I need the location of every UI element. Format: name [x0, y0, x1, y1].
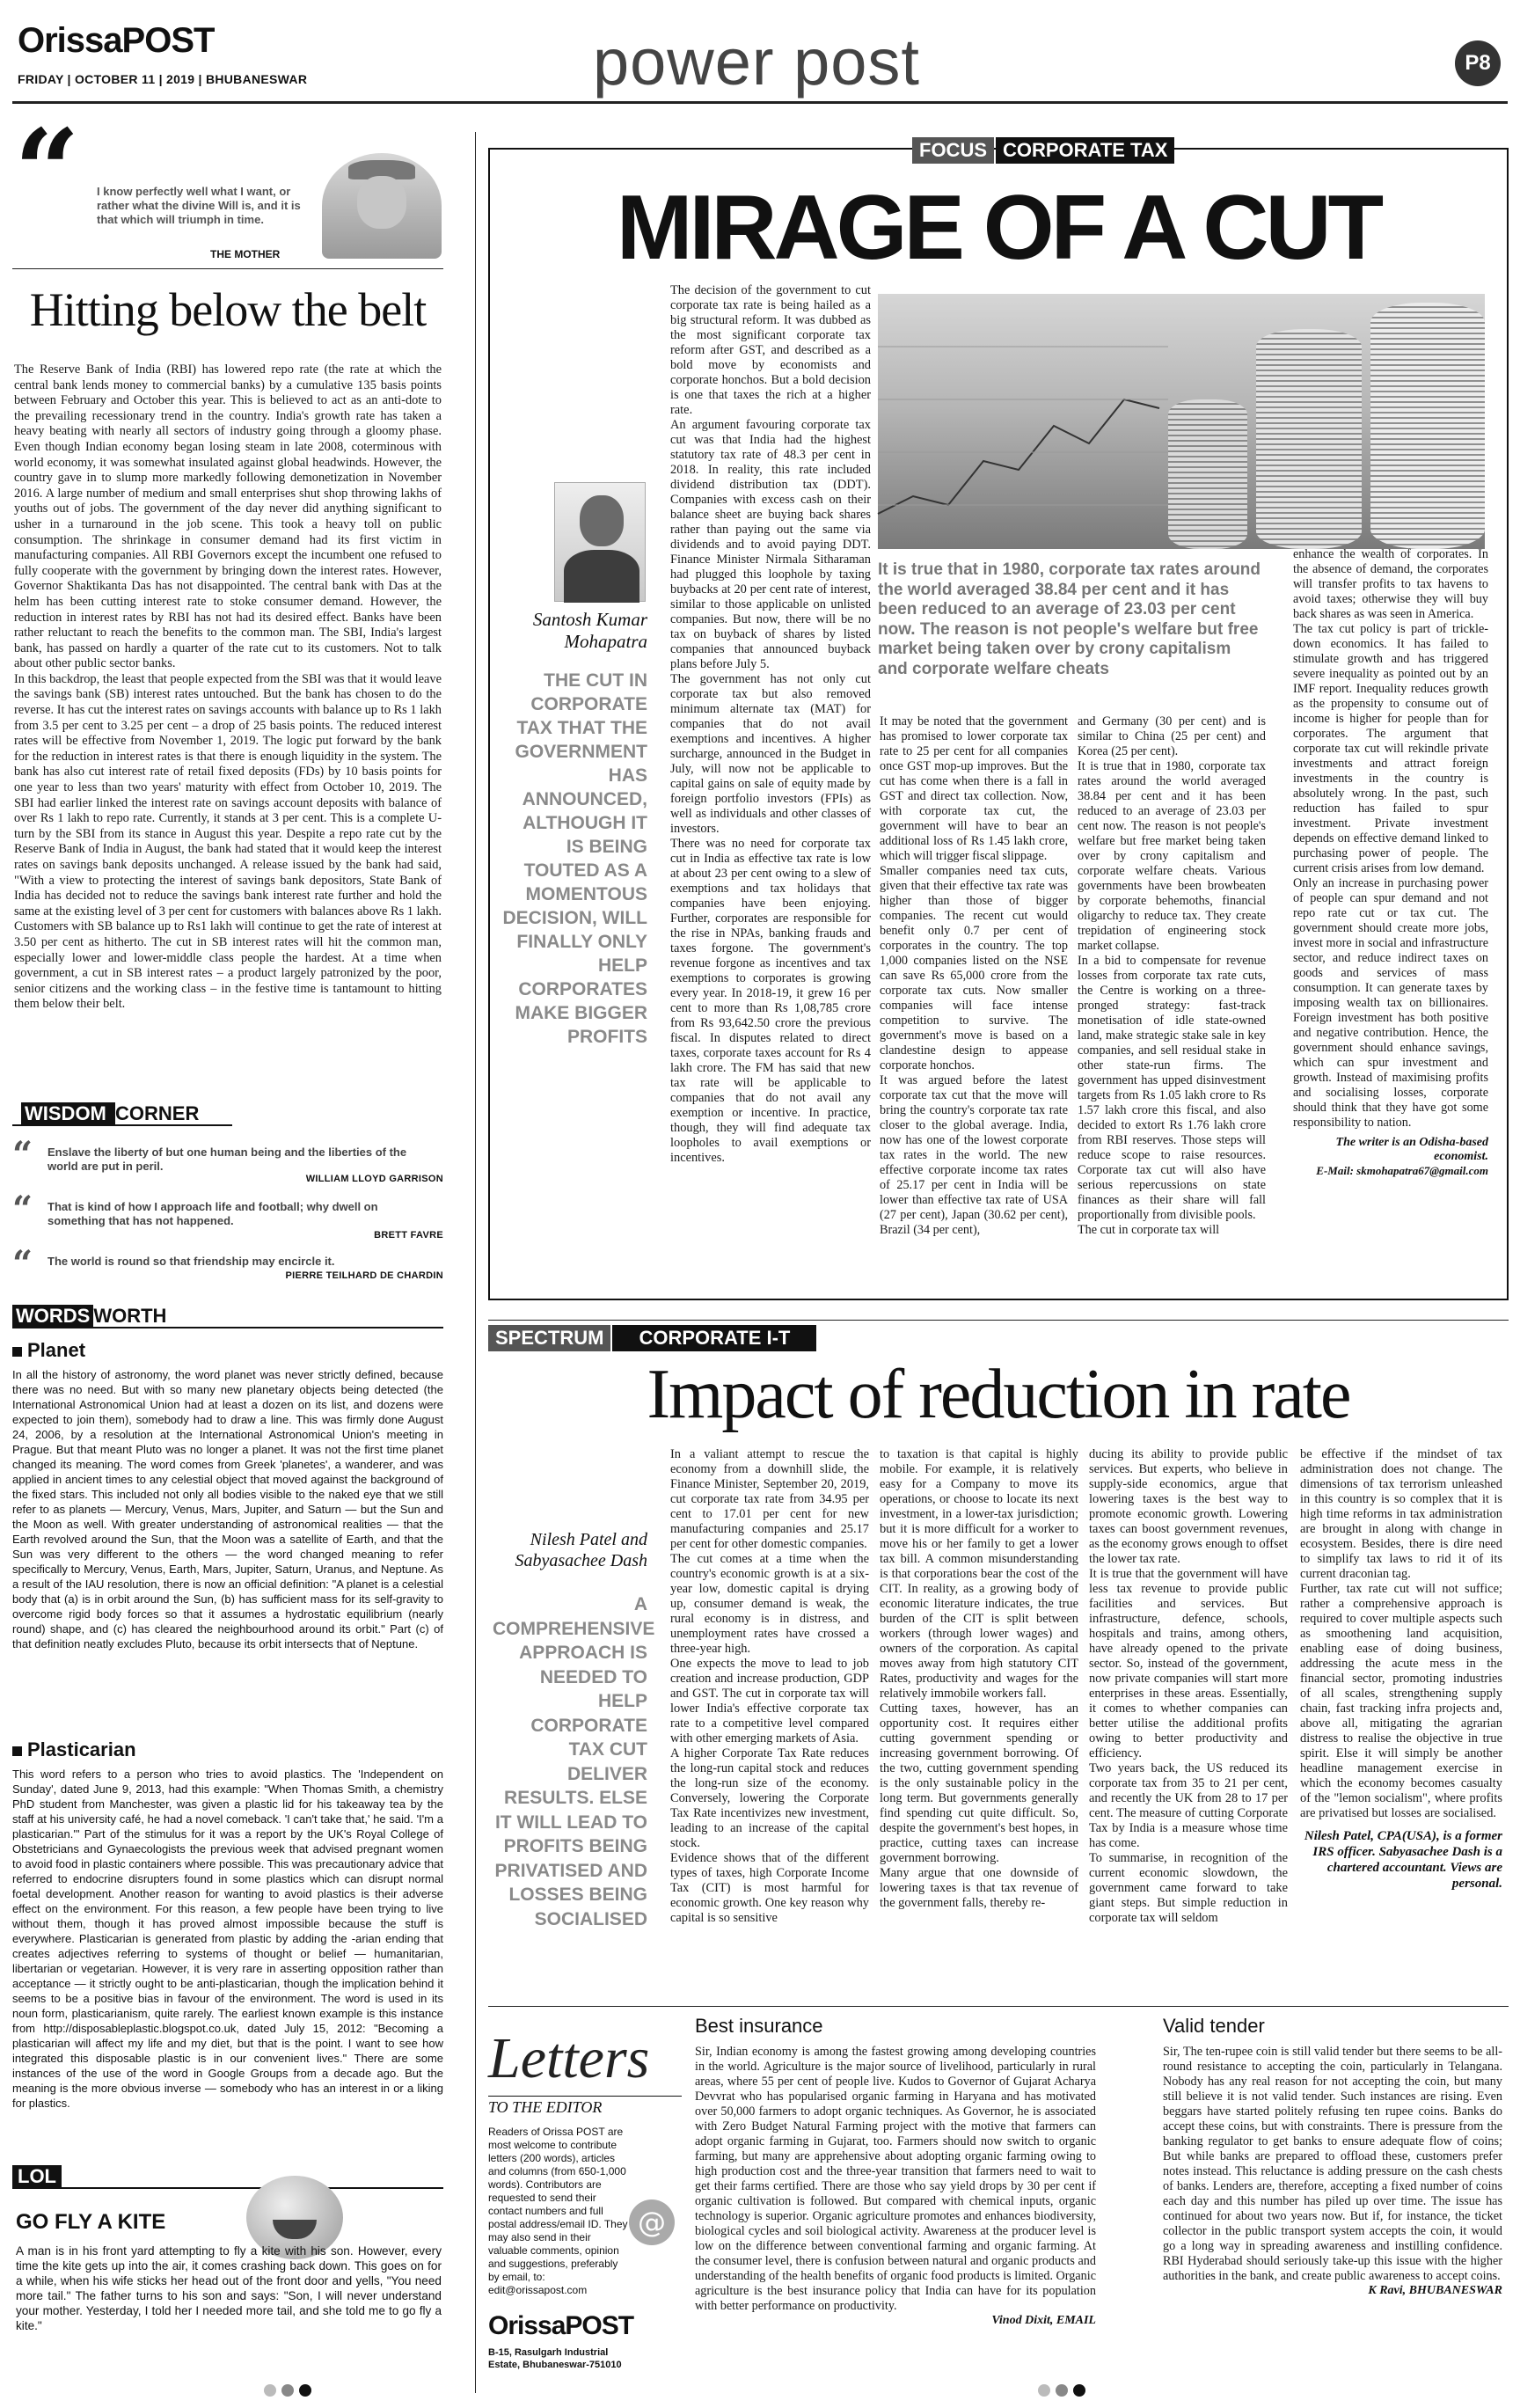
letter-signature: K Ravi, BHUBANESWAR — [1368, 2284, 1502, 2297]
focus-column-4-wrap — [1293, 547, 1488, 1295]
letters-brand: OrissaPOST — [488, 2311, 634, 2340]
spectrum-column-4: be effective if the mindset of tax administration does not change. The dimensions of tax terrorism unleashed in this country is so complex that it is high time reforms in tax administration are brought in along with change in ecosystem. Besides, there is dire need to simplify tax laws to rid it of its current draconian tag. Further, tax rate cut will not suffice; rather a comprehensive approach is required to cover multiple aspects such as smoothening land acquisition, enabling ease of doing business, addressing the acute mess in the financial sector, promoting industries of all scales, strengthening supply chain, fast tracking infra projects and, above all, mitigating the agrarian distress to realise the objective in true spirit. Else it will simply be another headline management exercise in which the economy becomes casualty of the "lemon socialism", where profits are privatised but losses are socialised. — [1300, 1447, 1502, 1820]
focus-pull-quote: THE CUT IN CORPORATE TAX THAT THE GOVERNMENT HAS ANNOUNCED, ALTHOUGH IT IS BEING TOUTED AS A MOMENTOUS DECISION, WILL FINALLY ONLY HELP CORPORATES MAKE BIGGER PROFITS — [502, 670, 647, 1047]
word-plasticarian — [12, 1738, 443, 2196]
quote-mark-icon: “ — [12, 1134, 33, 1175]
letter-title: Valid tender — [1163, 2015, 1265, 2037]
author-photo — [554, 482, 646, 602]
letters-panel — [488, 2015, 682, 2402]
footer-dots — [264, 2384, 387, 2402]
spectrum-kicker: SPECTRUM CORPORATE I-T — [488, 1325, 1509, 1351]
focus-column-3: and Germany (30 per cent) and is similar to China (25 per cent) and Korea (25 per cent). It is true that in 1980, corporate tax rates around the world averaged 38.84 per cent and it has been reduced to an average of 23.03 per cent now. The reason is not people's welfare but free market being taken over by crony capitalism and corporate welfare cheats. Various governments have been browbeaten by corporate behemoths, financial oligarchy to reduce tax. They create trepidation of engineering stock market collapse. In a bid to compensate for revenue losses from corporate tax rate cuts, the Centre is working on a three-pronged strategy: fast-track monetisation of idle state-owned land, make strategic stake sale in key companies, and sell residual stake in other state-run firms. The government has upped disinvestment targets from Rs 1.05 lakh crore to Rs 1.57 lakh crore this fiscal, and also decided to extort Rs 1.76 lakh crore from RBI reserves. Those steps will reduce scope to raise resources. Corporate tax cut will also have serious repercussions on state finances as their share will fall proportionally from divisible pools. The cut in corporate tax will — [1078, 714, 1266, 1237]
quote-mark-icon: “ — [12, 1189, 33, 1230]
focus-column-2: It may be noted that the government has promised to lower corporate tax rate to 25 per cent for all companies once GST mop-up improves. But the cut has come when there is a fall in GST and direct tax collection. Now, with corporate tax cut, the government will have to bear an additional loss of Rs 1.45 lakh crore, which will trigger fiscal slippage. Smaller companies need tax cuts, given that their effective tax rate was higher than those of bigger companies. The recent cut would benefit only 0.7 per cent of corporates in the country. The top 1,000 companies listed on the NSE can save Rs 65,000 crore from the corporate tax cuts. Now smaller companies will face intense competition to survive. The government's move is based on a clandestine design to appease corporate honchos. It was argued before the latest corporate tax cut that the move will bring the country's corporate tax rate closer to the global average. India, now has one of the lowest corporate tax rates in the world. The new effective corporate income tax rates of 25.17 per cent in India will be lower than effective tax rate of USA (27 per cent), Japan (30.62 per cent), Brazil (34 per cent), — [880, 714, 1068, 1237]
letter-best-insurance — [695, 2015, 1096, 2402]
letter-body: Sir, Indian economy is among the fastest growing among developing countries in the world. Agriculture is the major source of livelihood, particularly in rural areas, where 55 per cent of people live. Kudos to Governor of Gujarat Acharya Devvrat who has popularised organic farming in Haryana and has motivated over 50,000 farmers to adopt organic techniques. As Governor, he is associated with Zero Budget Natural Farming project with the motive that farmers can adopt organic farming in Gujarat, too. Farmers should now switch to organic farming, but many are apprehensive about adopting organic farming owing to high production cost and the three-year transition that farmers need to wait to get their farms certified. There are those who say yield drops by 30 per cent if organic cultivation is followed. But compared with chemical inputs, organic technology is superior. Organic agriculture promotes and enhances biodiversity, biological cycles and soil biological activity. Awareness at the producer level is low on the difference between conventional farming and organic farming. At the consumer level, there is confusion between natural and organic products and understanding of the health benefits of organic food products is limited. Organic agriculture is the best insurance policy that India can have for its population with better performance on productivity. — [695, 2045, 1096, 2313]
editorial-title: Hitting below the belt — [29, 283, 427, 336]
word-definition: This word refers to a person who tries to avoid plastics. The 'Independent on Sunday', dated June 9, 2013, had this example: "When Thomas Smith, a chemistry PhD student from Manchester, was given a plastic lid for his takeaway tea by the staff at his university café, he had a novel comeback. 'I can't take that,' he said. 'I'm a plasticarian.'" Part of the stimulus for it was a report by the UK's Royal College of Obstetricians and Gynaecologists the previous week that advised pregnant women to avoid food in plastic containers where possible. This was precautionary advice that referred to endocrine disrupters found in some plastics which can disrupt normal foetal development. Another reason for wanting to avoid plastics is their adverse effect on the environment. For this reason, a few people have been trying to live without them, though it has proved almost impossible because the stuff is everywhere. Plasticarian is generated from plastic by adding the -arian ending that creates adjectives referring to systems of thought or belief — humanitarian, libertarian or vegetarian. However, it is very rare in asserting opposition rather than acceptance — it strictly ought to be anti-plasticarian, though the implication behind it seems to be a positive bias in favour of the environment. The word is used in its noun form, plasticarianism, quite rarely. The earliest known example is this instance from http://disposableplastic.blogspot.co.uk, dated July 15, 2012: "Becoming a plasticarian will affect my life and my diet, but that is the point. I want to see how integrated this disposable plastic is in our convenient lives." There are some instances of the use of the word in Google Groups from a decade ago. But the meaning is the more obvious inverse — somebody who has an interest in or a liking for plastics. — [12, 1768, 443, 2110]
portrait-the-mother — [322, 153, 442, 259]
focus-column-4: enhance the wealth of corporates. In the absence of demand, the corporates will transfer profits to tax havens to avoid taxes; otherwise they will buy back shares as was seen in America. The tax cut policy is part of trickle-down economics. It has failed to stimulate growth and has triggered severe inequality as pointed out by an IMF report. Inequality reduces growth as the propensity to consume out of income is higher for people than for corporates. The argument that corporate tax cut will rekindle private investments and attract foreign investments in the country is absolutely wrong. In the past, such reduction has failed to spur investment. Private investment depends on effective demand linked to purchasing power of people. The current crisis arises from low demand. Only an increase in purchasing power of people can spur demand and not repo rate cut or tax cut. The government should create more jobs, invest more in social and infrastructure sector, and reduce indirect taxes on goods and services of mass consumption. It can generate taxes by imposing wealth tax on billionaires. Foreign investment has both positive and negative contribution. Hence, the government should enhance savings, which can spur investment and growth. Instead of maximising profits and socialising losses, corporate should think that they have got some responsibility to nation. — [1293, 547, 1488, 1130]
thought-author: THE MOTHER — [210, 248, 281, 260]
spectrum-author-note: Nilesh Patel, CPA(USA), is a former IRS officer. Sabyasachee Dash is a chartered accountant. Views are personal. — [1304, 1829, 1502, 1891]
letters-logo: Letters — [488, 2026, 650, 2090]
focus-author-email: E-Mail: skmohapatra67@gmail.com — [1316, 1164, 1488, 1177]
wisdom-item: “ The world is round so that friendship may encircle it. PIERRE TEILHARD DE CHARDIN — [12, 1243, 443, 1285]
word-title: Planet — [12, 1339, 443, 1362]
masthead — [12, 7, 1508, 99]
word-planet — [12, 1339, 443, 1753]
thought-quote: I know perfectly well what I want, or rather what the divine Will is, and it is that which will triumph in time. — [97, 185, 301, 226]
divider — [12, 268, 443, 269]
editorial-body: The Reserve Bank of India (RBI) has lowered repo rate (the rate at which the central bank lends money to commercial banks) by a cumulative 135 basis points between February and October this year. This is believed to act as an anti-dote to the prevailing recessionary trend in the country. India's growth rate has taken a heavy beating with nearly all sectors of industry going through a gloomy phase. Even though Indian economy began losing steam in late 2008, coterminous with world economy, it was somewhat insulated against global headwinds. However, the country gave in to slump more markedly following demonetization in November 2016. A large number of medium and small enterprises shut shop throwing lakhs of youths out of jobs. The government of the day never did anything significant to usher in a turnaround in the job scene. This took a heavy toll on public consumption. The shrinkage in consumer demand had its first victim in manufacturing companies. All RBI Governors except the incumbent one refused to fully cooperate with the government by bringing down the interest rates. However, Governor Shaktikanta Das has not disappointed. The central bank with Das at the helm has been cutting interest rate to stoke consumer demand. However, the reduction in interest rates by RBI has not had its desired effect. Banks have been rather reluctant to reach the benefits to the common man. The SBI, India's largest bank, has passed on hardly a quarter of the rate cut to its customers. Not to talk about other public sector banks. In this backdrop, the least that people expected from the SBI was that it would leave the savings bank (SB) interest rates untouched. But the bank has chosen to do the reverse. It has cut the interest rates on savings accounts with balance up to Rs 1 lakh from 3.5 per cent to 3.25 per cent – a drop of 25 basis points. The reduced interest rates will be effective from November 1, 2019. The logic put forward by the bank for the reduction in interest rates is that there is enough liquidity in the system. The bank has also cut interest rate of retail fixed deposits (FDs) by 10 basis points for one year to less than two years' maturity with effect from October 10, 2019. The SBI had earlier linked the interest rate on savings account deposits with balance of over Rs 1 lakh to repo rate. Currently, it stands at 3 per cent. This is a complete U-turn by the SBI from its stance in August this year. Despite a repo rate cut by the Reserve Bank of India in August, the bank had stated that it would keep the interest rates on savings bank deposits unchanged. A release issued by the bank had said, "With a view to protecting the interest of savings bank depositors, State Bank of India has decided not to reduce the savings bank interest rate further and hold the same at the existing level of 3 per cent for customers with balances above Rs 1 lakh. Customers with SB balance up to Rs1 lakh will continue to get the rate of interest at 3.50 per cent as hitherto. The cut in SB interest rates will hit the common man, especially lower and lower-middle class people the hardest. At a time when government, a cut in SB interest rates – a product largely patronized by the poor, senior citizens and the working class – in the festive time is tantamount to hitting them below their belt. — [14, 362, 442, 1012]
spectrum-column-2: to taxation is that capital is highly mobile. For example, it is relatively easy for a Company to move its operations, or choose to locate its next investment, in a lower-tax jurisdiction; but it is more difficult for a worker to move his or her family to get a lower tax bill. A common misunderstanding is that corporations bear the cost of the CIT. In reality, as a growing body of economic literature indicates, the true burden of the CIT is split between workers (through lower wages) and owners of the corporation. As capital moves away from high statutory CIT Rates, productivity and wages for the relatively immobile workers fall. Cutting taxes, however, has an opportunity cost. It requires either cutting government spending or increasing government borrowing. Of the two, cutting government spending is the only sustainable policy in the long term. But governments generally find spending cut quite difficult. So, despite the government's best hopes, in practice, cutting taxes can increase government borrowing. Many argue that one downside of lowering taxes is that tax revenue of the government falls, thereby re- — [880, 1447, 1078, 1910]
lol-joke: A man is in his front yard attempting to fly a kite with his son. However, every time the kite gets up into the air, it comes crashing back down. This goes on for a while, when his wife sticks her head out of the front door and yells, "You need more tail." The father turns to his son and says: "Son, I will never understand your mother. Yesterday, I told her I needed more tail, and she told me to go fly a kite." — [16, 2244, 442, 2332]
letter-signature: Vinod Dixit, EMAIL — [991, 2314, 1096, 2327]
lol-label: LOL — [12, 2164, 443, 2189]
divider — [488, 2006, 1509, 2007]
focus-headline: MIRAGE OF A CUT — [616, 177, 1381, 279]
letters-logo-sub: TO THE EDITOR — [488, 2096, 682, 2117]
footer-dots — [1038, 2384, 1161, 2402]
letter-valid-tender — [1163, 2015, 1502, 2402]
spectrum-column-3: ducing its ability to provide public services. But experts, who believe in supply-side economics, argue that lowering taxes is the best way to promote economic growth. Lowering taxes can boost government revenues, as the economy grows enough to offset the lower tax rate. It is true that the government will have less tax revenue to provide public facilities and services. But infrastructure, defence, schools, hospitals and trains, among others, have already opened to the private sector. So, instead of the government, now private companies will start more enterprises in these areas. Essentially, it comes to whether companies can better utilise the additional profits owing to better productivity and efficiency. Two years back, the US reduced its corporate tax from 35 to 21 per cent, and recently the UK from 28 to 17 per cent. The measure of cutting Corporate Tax by India is a measure whose time has come. To summarise, in recognition of the current economic slowdown, the government came forward to take giant steps. But simple reduction in corporate tax will seldom — [1089, 1447, 1288, 1925]
email-icon: @ — [629, 2199, 675, 2245]
letters-address: B-15, Rasulgarh Industrial Estate, Bhubaneswar-751010 — [488, 2347, 622, 2370]
lol-title: GO FLY A KITE — [16, 2210, 166, 2234]
coins-image — [878, 294, 1485, 549]
focus-kicker: FOCUS CORPORATE TAX — [912, 137, 1174, 164]
wordsworth-label: WORDS WORTH — [12, 1304, 443, 1328]
issue-date: FRIDAY | OCTOBER 11 | 2019 | BHUBANESWAR — [18, 72, 308, 86]
word-title: Plasticarian — [12, 1738, 443, 1761]
letters-info: Readers of Orissa POST are most welcome to contribute letters (200 words), articles and columns (from 650-1,000 words). Contributors are requested to send their contact numbers and full postal address/email ID. They may also send in their valuable comments, opinion and suggestions, preferably by email, to: edit@orissapost.com — [488, 2126, 628, 2296]
wisdom-corner-label: WISDOM CORNER — [12, 1102, 232, 1126]
focus-column-1: The decision of the government to cut corporate tax rate is being hailed as a big structural reform. It was dubbed as the most significant corporate tax reform after GST, and described as a bold move by economists and corporate honchos. But a bold decision is one that taxes the rich at a higher rate. An argument favouring corporate tax cut was that India had the highest statutory tax rate of 48.3 per cent in 2018. In reality, this rate included dividend distribution tax (DDT). Companies with excess cash on their balance sheet are buying back shares rather than paying out the same via dividends and to avoid paying DDT. Finance Minister Nirmala Sitharaman had plugged this loophole by taxing buybacks at 20 per cent rate of interest, similar to those applicable on unlisted companies. But now, there will be no tax on buyback of shares by listed companies that announced buyback plans before July 5. The government has not only cut corporate tax but also removed minimum alternate tax (MAT) for companies that do not avail exemptions and incentives. A higher surcharge, announced in the Budget in July, will now not be applicable to capital gains on sale of equity made by foreign portfolio investors (FPIs) as well as individuals and other classes of investors. There was no need for corporate tax cut in India as effective tax rate is low at about 23 per cent owing to a slew of exemptions and tax holidays that companies have been enjoying. Further, corporates are responsible for the rise in NPAs, banking frauds and taxes forgone. The government's revenue forgone as incentives and tax exemptions to corporates is growing every year. In 2018-19, it grew 16 per cent to more than Rs 1,08,785 crore from Rs 93,642.50 crore the previous fiscal. In disputes related to direct taxes, corporate taxes account for Rs 4 lakh crore. The FM has said that new tax rate will be applicable to companies that do not avail any exemption or incentive. In practice, though, they will find adequate tax loopholes to avail exemptions or incentives. — [670, 283, 871, 1165]
page-number-badge: P8 — [1455, 40, 1501, 86]
thought-box — [12, 104, 443, 264]
spectrum-column-1: In a valiant attempt to rescue the economy from a downhill slide, the Finance Minister, September 20, 2019, cut corporate tax rate from 34.95 per cent to 17.01 per cent for new manufacturing companies and 25.17 per cent for other domestic companies. The cut comes at a time when the country's economic growth is at a six-year low, domestic capital is drying up, consumer demand is weak, the rural economy is in distress, and unemployment rates have crossed a three-year high. One expects the move to lead to job creation and increase production, GDP and GST. The cut in corporate tax will lower India's effective corporate tax rate to a competitive level compared with other emerging markets of Asia. A higher Corporate Tax Rate reduces the long-run capital stock and reduces the long-run size of the economy. Conversely, lowering the Corporate Tax Rate incentivizes new investment, leading to an increase of the capital stock. Evidence shows that of the different types of taxes, high Corporate Income Tax (CIT) is most harmful for economic growth. One key reason why capital is so sensitive — [670, 1447, 869, 1925]
brand-logo: OrissaPOST — [18, 21, 215, 60]
spectrum-authors: Nilesh Patel and Sabyasachee Dash — [515, 1530, 647, 1570]
spectrum-column-4-wrap — [1300, 1447, 1502, 1975]
focus-caption: It is true that in 1980, corporate tax rates around the world averaged 38.84 per cent and it has been reduced to an average of 23.03 per cent now. The reason is not people's welfare but free market being taken over by crony capitalism and corporate welfare cheats — [878, 560, 1261, 678]
focus-author-note: The writer is an Odisha-based economist. — [1335, 1136, 1488, 1163]
quote-mark-icon: “ — [12, 1243, 33, 1285]
quote-mark-icon: “ — [14, 104, 80, 238]
divider — [488, 1320, 1509, 1321]
focus-author: Santosh Kumar Mohapatra — [532, 609, 647, 652]
masthead-rule — [12, 101, 1508, 104]
section-title: power post — [593, 26, 920, 99]
spectrum-pull-quote: A COMPREHENSIVE APPROACH IS NEEDED TO HELP CORPORATE TAX CUT DELIVER RESULTS. ELSE IT WILL LEAD TO PROFITS BEING PRIVATISED AND LOSSES BEING SOCIALISED — [493, 1594, 655, 1929]
letter-body: Sir, The ten-rupee coin is still valid tender but there seems to be all-round resistance to accepting the coin, particularly in Telangana. Nobody has any real reason for not accepting the coin, but many still believe it is not valid tender. Such instances are rising. Even beggars have started politely refusing ten rupee coins. Banks do accept these coins, but with constraints. There is pressure from the banking regulator to get banks to ensure adequate flow of coins; But while banks are prepared to offload these, customers prefer notes instead. This reluctance is adding pressure on the cash chests of banks. Lenders are, therefore, accepting a fixed number of coins each day and this number has piled up over time. The issue has continued for about two years now. But if, for instance, the ticket collector in the public transport system accepts the coin, it would go a long way in spreading awareness and instilling confidence. RBI Hyderabad should seriously take-up this issue with the higher authorities in the bank, and create public awareness to accept coins. — [1163, 2045, 1502, 2283]
column-divider — [475, 132, 476, 2393]
spectrum-headline: Impact of reduction in rate — [647, 1356, 1350, 1433]
wisdom-item: “ That is kind of how I approach life and football; why dwell on something that has not happened. BRETT FAVRE — [12, 1189, 443, 1241]
wisdom-list — [12, 1135, 443, 1285]
word-definition: In all the history of astronomy, the word planet was never strictly defined, because there was no need. But with so many new planetary objects being detected (the International Astronomical Union had at least a dozen on its list, and dozens were expected to join them), somebody had to draw a line. This was firmly done August 24, 2006, by a resolution at the International Astronomical Union's meeting in Prague. But that meant Pluto was no longer a planet. It was not the first time planet changed its meaning. The word comes from Greek 'planetes', a wanderer, and was applied in ancient times to any celestial object that moved against the background of the fixed stars. This included not only all bodies visible to the naked eye that we still refer to as planets — Mercury, Venus, Mars, Jupiter, and Saturn — but the Sun and the Moon as well. With greater understanding of astronomical realities — that the Earth revolved around the Sun, that the Moon was a satellite of Earth, and that the Sun was very different to the others — the word changed meaning to refer specifically to Mercury, Venus, Earth, Mars, Jupiter, Saturn, Uranus, and Neptune. As a result of the IAU resolution, there is now an official definition: "A planet is a celestial body that (a) is in orbit around the Sun, (b) has sufficient mass for its self-gravity to overcome rigid body forces so that it assumes a hydrostatic equilibrium (nearly round) shape, and (c) has cleared the neighbourhood around its orbit." Part (c) of that definition neatly excludes Pluto, because its orbit intersects that of Neptune. — [12, 1368, 443, 1650]
wisdom-item: “ Enslave the liberty of but one human being and the liberties of the world are put in peril. WILLIAM LLOYD GARRISON — [12, 1134, 443, 1184]
letter-title: Best insurance — [695, 2015, 823, 2037]
